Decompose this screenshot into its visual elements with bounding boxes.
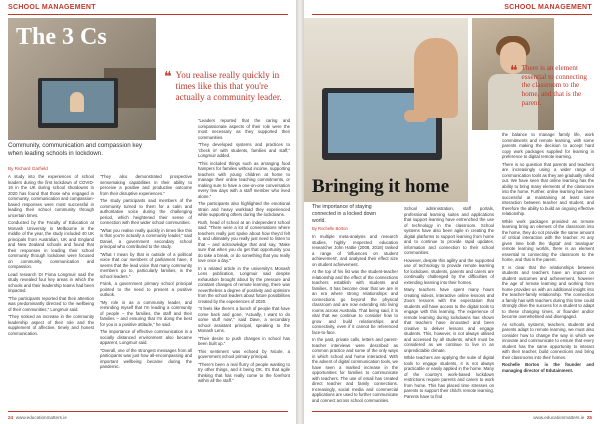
- column-1-right: [312, 234, 398, 404]
- paragraph: At the top of his list was the student-teacher relationship and the effect of the connections teachers establish with students and families. It has become clear that we are in an era where strong relationships and connections go beyond the physical classroom and are now extending into living rooms across Australia. That being said, it is vital that we continue to consider how to grow and build relationships and connectivity, even if it cannot be referenced face-to-face.: [312, 269, 398, 335]
- article-title-left: The 3 Cs: [16, 24, 107, 50]
- footer-rule-right: [312, 411, 592, 412]
- paragraph: "They developed systems and practices to 'check in' with students, families and staff," Longmuir added.: [198, 142, 290, 158]
- paragraph: Ruth, head of school at an independent school said: "There were a lot of conversations where teachers really just spoke about how they'd felt it, and ultimately you really just need to listen to that – and acknowledge that and say, 'Make sure that when you do get that opportunity you do take a break, or do something that you really love once a day.'": [198, 219, 290, 263]
- paragraph: The participants also highlighted the emotional strain and heavy workload they experienced while supporting others during the lockdowns.: [198, 201, 290, 217]
- paragraph: In the past, private calls, letters and parent-teacher interviews were described as common practice and some of the only ways in which school and home interacted. With the advent of digital communication tools, we have seen a marked increase in the opportunities for families to communicate with teachers. The use of email has created direct teacher and family connections. Increasingly, social media and commercial applications are used to further communicate and connect across school communities.: [312, 337, 398, 403]
- paragraph: In a related article in the university's Monash Lens publication, Longmuir said despite exhaustion brought about by the pressure and constant changes of remote learning, there was nevertheless a degree of positivity and optimism from the school leaders about future possibilities created by the experiences of 2020.: [198, 265, 290, 304]
- article-deck-left: Community, communication and compassion key when leading schools in lockdown.: [8, 142, 143, 158]
- person-figure: [70, 92, 84, 112]
- footer-right: [533, 415, 592, 420]
- paragraph: "They also demonstrated prospective sensemaking capabilities in their ability to perceive a positive and productive outcome from their disruptive experiences.": [100, 174, 192, 196]
- hand-figure: [404, 110, 428, 122]
- pull-quote-right: [510, 64, 594, 107]
- paragraph: In multiple meta-analysis and research studies, highly respected education researcher John Hattie (2008, 2018) ranked a range of 'influences on student achievement', and analysed their effect size on student achievement.: [312, 234, 398, 267]
- paragraph: However, despite this agility and the supported use of technology to provide remote learning for lockdown, students, parents and carers are continually challenged by the difficulties of extending learning into their homes.: [404, 257, 494, 285]
- footer-site: www.educationmatters.ie: [15, 415, 67, 420]
- right-page: [304, 0, 600, 424]
- paragraph: "Leaders reported that the caring and compassionate aspects of their role were the most necessary as they supported their communities.: [198, 118, 290, 140]
- paragraph: "It feels like there's a bunch of people that have come back and gone, 'Actually, I want to do some stuff now'," said Dave, a secondary school assistant principal, speaking to the Monash Lens.: [198, 306, 290, 333]
- left-page: [0, 0, 296, 424]
- column-2-left: [100, 174, 192, 402]
- paragraph: the balance to manage family life, work commitments and remote learning, with some parents making the decision to accept hard copy work packages supplied for learning in preference to digital remote learning.: [502, 132, 594, 159]
- column-3-right: [502, 132, 594, 404]
- footer-site: www.educationmatters.ie: [533, 415, 585, 420]
- paragraph: While work packages provided as remote learning bring an element of the classroom into the home, they do not provide the same amount of critical interaction with the teacher. At any given time both the 'digital' and 'analogue' remote learning worlds, there is an element essential to connecting the classroom to the home, and that is the parent.: [502, 218, 594, 262]
- paragraph: School administration, staff portals, professional learning suites and applications that support learning have entrenched the use of technology in the classroom. School systems have also been agile in creating the digital platforms to support learning from home and to continue to provide rapid updates, information and connection to their school communities.: [404, 206, 494, 255]
- paragraph: It is clear that the relationships between students and teachers have an impact on student outcomes and achievement, however the age of remote learning and working from home provides us with an additional insight into the teacher-family relationship. The connection a family has with teachers during this time could strongly drive the success for a student to adapt to these changing times, or flounder and/or become overwhelmed and disengaged.: [502, 264, 594, 319]
- article-title-right: Bringing it home: [312, 176, 450, 197]
- footer-rule-left: [8, 411, 288, 412]
- page-number: 24: [8, 415, 14, 420]
- paragraph: Frank, a government primary school principal pointed to the need to present a positive outlook.: [100, 281, 192, 297]
- paragraph: There is no question that parents and teachers are increasingly using a wider range of communication tools as they are gradually rolled out. We have seen that online learning has the ability to bring many elements of the classroom into the home. Further, online learning has been successful at maintaining at least some interaction between teacher and student, and therefore the ability to build an ongoing effective relationship.: [502, 161, 594, 216]
- page-number: 25: [586, 415, 592, 420]
- paragraph: "They noticed an increase in the community leadership aspect of their role and the supplement of affective, timely and honest communication.: [8, 314, 94, 336]
- byline-right: By Rochelle Borton: [312, 226, 348, 231]
- paragraph: "The participants reported that their attention was predominantly directed to the wellbeing of their communities," Longmuir said.: [8, 295, 94, 312]
- paragraph: "There's been a real flurry of people wanting to try other things, and it being OK. It's that agile thinking that has really come to the forefront within all the staff.": [198, 361, 290, 383]
- paragraph: Rochelle Borton is the founder and managing director of Edutainment.: [502, 362, 594, 373]
- section-rule-right: [312, 14, 592, 15]
- pull-quote-text: There is an element essential to connecting the classroom to the home, and that is the parent.: [521, 64, 588, 107]
- paragraph: A study into the experiences of school leaders during the first lockdown of COVID-19 in the UK during school shutdowns in 2020 has found that those who engaged in community, communication and compassion-based responses were most successful in leading their school community through uncertain times.: [8, 174, 94, 218]
- quote-icon: ❝: [164, 69, 172, 85]
- section-header-left: SCHOOL MANAGEMENT: [8, 4, 96, 11]
- paragraph: The study participants said members of the community turned to them for a calm and authoritative voice during the challenging period, which heightened their sense of connection with their wider school communities.: [100, 198, 192, 225]
- paragraph: This sentiment was echoed by Nicole, a government school primary principal.: [198, 348, 290, 359]
- paragraph: Lead research Dr Fiona Longmuir said the study revealed four key areas in which the schools and their leadership teams had been impacted.: [8, 271, 94, 293]
- section-rule-left: [8, 14, 288, 15]
- paragraph: "Their desire to push changes in school has been built up.": [198, 335, 290, 346]
- hero-image-left: [8, 18, 156, 140]
- paragraph: "What you realise really quickly in times like this is that you're actually a community leader," said Daniel, a government secondary school principal who contributed to the study.: [100, 227, 192, 249]
- paragraph: As schools, systems, teachers, students and parents adapt to remote learning, we must also consider how to change the way in which we innovate and communicate to ensure that every student has the same opportunity to interact with their teacher, build connections and bring their classrooms into their homes.: [502, 321, 594, 360]
- paragraph: Conducted by the Faculty of Education at Monash University in Melbourne in the middle of the year, the study included 40 UK principals from Australian, UK and England and New Zealand schools and found that their responses in leading their school community through lockdown were focused on community, communication and compassion.: [8, 220, 94, 269]
- pull-quote-text: You realise really quickly in times like this that you're actually a community leader.: [175, 70, 282, 103]
- byline-left: By Richard Garfield: [8, 166, 48, 171]
- paragraph: "My role is as a community leader, and reminding myself that I'm leading a community of people – the families, the staff and their families – and ensuring that I'm doing the best for you is a positive attitude," he said.: [100, 299, 192, 327]
- paragraph: Many teachers have spent many hours creating videos, interactive online lessons and Zoom lessons with the expectation that students will have access to the digital tools to engage with this learning. The experience of remote learning during lockdowns has shown that teachers have innovated and been creative to deliver lessons and engage students. This, however, is not always utilised and accessed by all students, which must be considered as we continue to live in an unpredictable climate.: [404, 287, 494, 353]
- spine-gutter: [296, 0, 304, 424]
- quote-icon: ❝: [510, 63, 518, 79]
- hero-image-right: [304, 18, 468, 202]
- column-2-right: [404, 206, 494, 404]
- child-figure: [414, 38, 458, 118]
- paragraph: "This included things such as arranging food hampers for families without income, supporting teachers with young children at home to manage their online teaching commitments, or making sure to have a one-on-one conversation every few days with a staff member who lived alone.": [198, 160, 290, 199]
- paragraph: "What I mean by that is outside of a political voice that our members of parliament have, it seems that the lead voice that many community members go to, particularly families, is the school leaders.": [100, 251, 192, 279]
- pull-quote-left: [164, 70, 292, 103]
- footer-left: [8, 415, 67, 420]
- column-3-left: [198, 118, 290, 402]
- paragraph: While teachers are applying the suite of digital tools to engage students, it is not always practicable or easily applied in the home. Many of the country's work-based lockdown restrictions require parents and carers to work from home. This has placed time stresses on parents to support their child's remote learning. Parents have to find: [404, 355, 494, 399]
- section-header-right: SCHOOL MANAGEMENT: [504, 4, 592, 11]
- paragraph: The importance of effective communication in a socially distanced environment also became apparent, Longmuir said.: [100, 329, 192, 345]
- column-1-left: [8, 174, 94, 402]
- article-deck-right: The importance of staying connected in a locked down world.: [312, 204, 377, 224]
- paragraph: "Overall, one of the strongest messages from all participants was just how all-encompassing and important wellbeing became during the pandemic.: [100, 347, 192, 369]
